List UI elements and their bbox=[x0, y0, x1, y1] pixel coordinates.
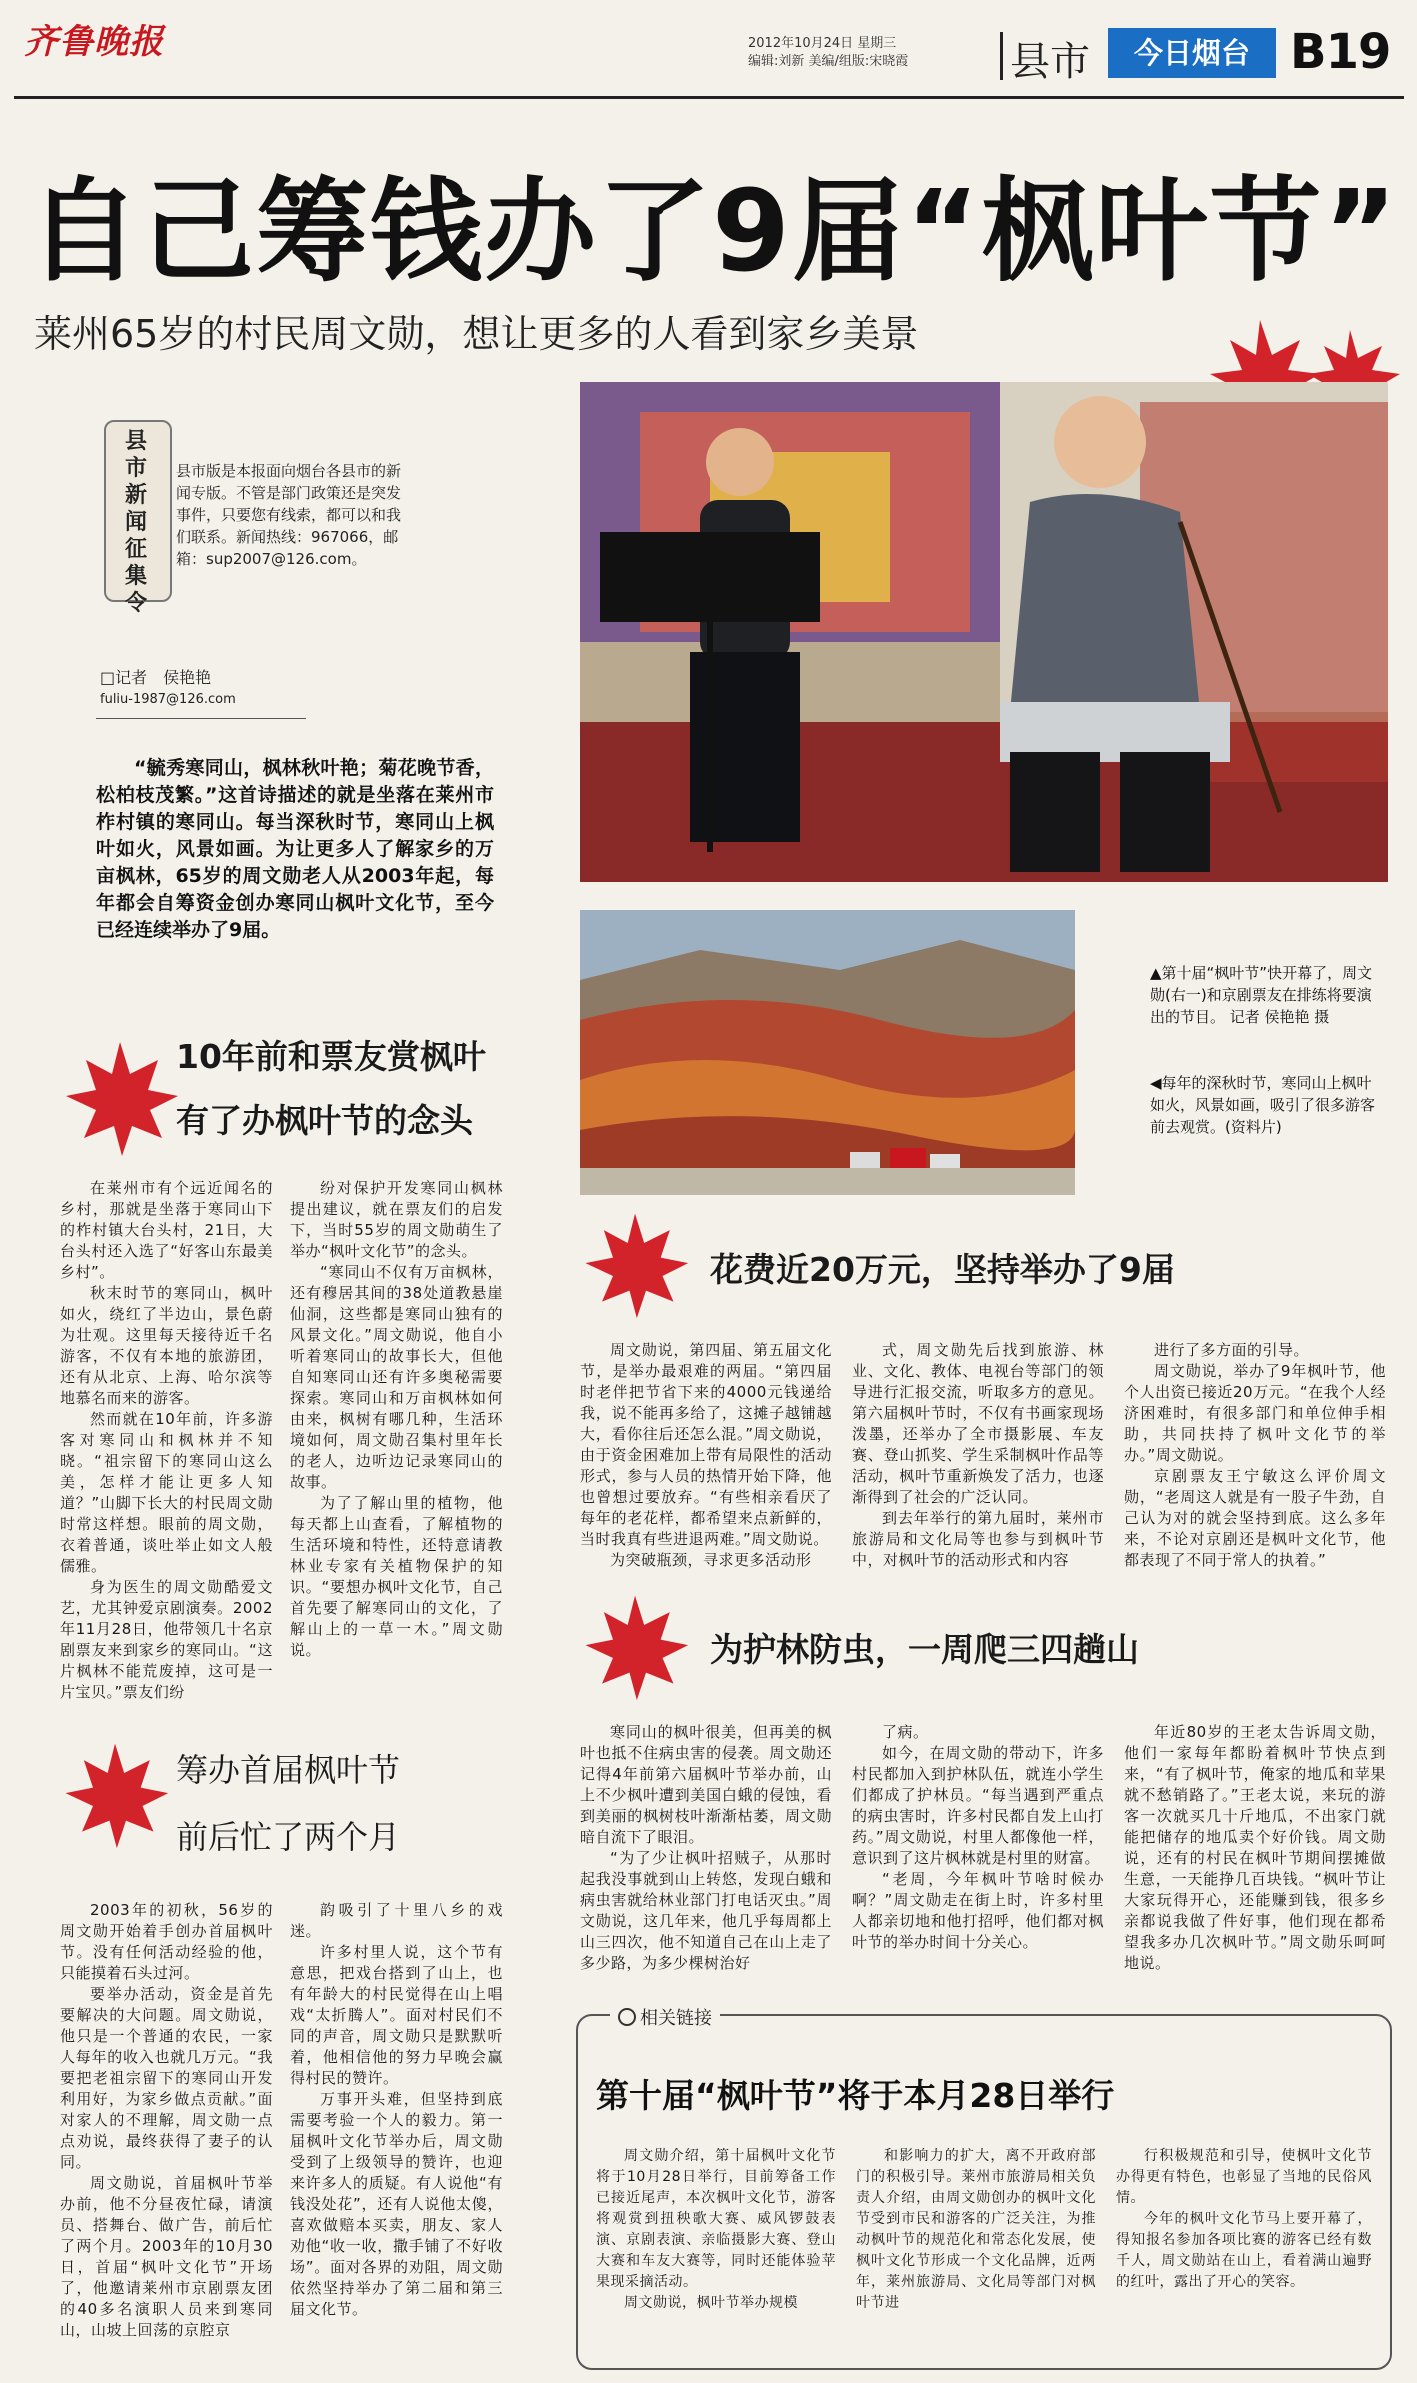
section1-col1: 在莱州市有个远近闻名的乡村，那就是坐落于寒同山下的柞村镇大台头村，21日，大台头村还入选了“好客山东最美乡村”。 秋末时节的寒同山，枫叶如火，绕红了半边山，景色蔚为壮观。这里每天接待近千名游客，不仅有本地的旅游团，还有从北京、上海、哈尔滨等地慕名而来的游客。 然而就在10年前，许多游客对寒同山和枫林并不知晓。“祖宗留下的寒同山这么美，怎样才能让更多人知道？”山脚下长大的村民周文勋时常这样想。眼前的周文勋，衣着普通，谈吐举止如文人般儒雅。 身为医生的周文勋酷爱文艺，尤其钟爱京剧演奏。2002年11月28日，他带领几十名京剧票友来到家乡的寒同山。“这片枫林不能荒废掉，这可是一片宝贝。”票友们纷 bbox=[60, 1179, 273, 1701]
photo-caption-top: ▲第十届“枫叶节”快开幕了，周文勋(右一)和京剧票友在排练将要演出的节目。 记者 侯艳艳 摄 bbox=[1150, 964, 1373, 1026]
section3-col1: 周文勋说，第四届、第五届文化节，是举办最艰难的两届。“第四届时老伴把节省下来的4000元钱递给我，说不能再多给了，这摊子越铺越大，看你往后还怎么混。”周文勋说，由于资金困难加上带有局限性的活动形式，参与人员的热情开始下降，他也曾想过要放弃。“有些相亲看厌了每年的老花样，都希望来点新鲜的，当时我真有些进退两难。”周文勋说。 为突破瓶颈，寻求更多活动形 bbox=[580, 1341, 832, 1569]
section-heading-2b: 前后忙了两个月 bbox=[176, 1818, 401, 1856]
intro-paragraph: “毓秀寒同山，枫林秋叶艳；菊花晚节香，松柏枝茂繁。”这首诗描述的就是坐落在莱州市柞村镇的寒同山。每当深秋时节，寒同山上枫叶如火，风景如画。为让更多人了解家乡的万亩枫林，65岁的周文勋老人从2003年起，每年都会自筹资金创办寒同山枫叶文化节，至今已经连续举办了9届。 bbox=[96, 757, 494, 941]
byline-rule bbox=[96, 718, 306, 719]
related-col3: 行积极规范和引导，使枫叶文化节办得更有特色，也彰显了当地的民俗风情。 今年的枫叶文化节马上要开幕了，得知报名参加各项比赛的游客已经有数千人，周文勋站在山上，看着满山遍野的红叶，露出了开心的笑容。 bbox=[1116, 2148, 1372, 2290]
related-col2: 和影响力的扩大，离不开政府部门的积极引导。莱州市旅游局相关负责人介绍，由周文勋创办的枫叶文化节受到市民和游客的广泛关注，为推动枫叶节的规范化和常态化发展，使枫叶文化节形成一个文化品牌，近两年，莱州旅游局、文化局等部门对枫叶节进 bbox=[856, 2148, 1096, 2311]
header-rule bbox=[14, 96, 1404, 99]
maple-forest-photo bbox=[580, 910, 1075, 1195]
section4-col3: 年近80岁的王老太告诉周文勋，他们一家每年都盼着枫叶节快点到来，“有了枫叶节，俺家的地瓜和苹果就不愁销路了。”王老太说，来玩的游客一次就买几十斤地瓜，不出家门就能把储存的地瓜卖个好价钱。周文勋说，还有的村民在枫叶节期间摆摊做生意，一天能挣几百块钱。“枫叶节让大家玩得开心，还能赚到钱，很多乡亲都说我做了件好事，他们现在都希望我多办几次枫叶节。”周文勋乐呵呵地说。 bbox=[1124, 1723, 1386, 1972]
news-call-text: 县市版是本报面向烟台各县市的新闻专版。不管是部门政策还是突发事件，只要您有线索，都可以和我们联系。新闻热线：967066，邮箱：sup2007@126.com。 bbox=[176, 462, 402, 568]
masthead-logo: 齐鲁晚报 bbox=[24, 22, 164, 62]
maple-leaf-icon bbox=[580, 1210, 690, 1320]
issue-date: 2012年10月24日 星期三 bbox=[748, 36, 897, 51]
section4-col2: 了病。 如今，在周文勋的带动下，许多村民都加入到护林队伍，就连小学生们都成了护林员。“每当遇到严重点的病虫害时，许多村民都自发上山打药。”周文勋说，村里人都像他一样，意识到了这片枫林就是村里的财富。 “老周，今年枫叶节啥时候办啊？”周文勋走在街上时，许多村里人都亲切地和他打招呼，他们都对枫叶节的举办时间十分关心。 bbox=[852, 1723, 1104, 1951]
photo-caption-bottom: ◀每年的深秋时节，寒同山上枫叶如火，风景如画，吸引了很多游客前去观赏。(资料片) bbox=[1150, 1074, 1376, 1136]
page-subtitle: 莱州65岁的村民周文勋，想让更多的人看到家乡美景 bbox=[34, 312, 919, 356]
reporter-byline: □记者 侯艳艳 bbox=[100, 668, 212, 687]
related-col1: 周文勋介绍，第十届枫叶文化节将于10月28日举行，目前筹备工作已接近尾声，本次枫叶文化节，游客将观赏到扭秧歌大赛、威风锣鼓表演、京剧表演、亲临摄影大赛、登山大赛和车友大赛等，同时还能体验苹果现采摘活动。 周文勋说，枫叶节举办规模 bbox=[596, 2148, 836, 2311]
page-title: 自己筹钱办了9届“枫叶节” bbox=[28, 167, 1400, 297]
section3-col2: 式，周文勋先后找到旅游、林业、文化、教体、电视台等部门的领导进行汇报交流，听取多方的意见。第六届枫叶节时，不仅有书画家现场泼墨，还举办了全市摄影展、车友赛、登山抓奖、学生采制枫叶作品等活动，枫叶节重新焕发了活力，也逐渐得到了社会的广泛认同。 到去年举行的第九届时，莱州市旅游局和文化局等也参与到枫叶节中，对枫叶节的活动形式和内容 bbox=[852, 1341, 1104, 1569]
editor-credits: 编辑:刘新 美编/组版:宋晓霞 bbox=[748, 54, 909, 69]
related-title: 第十届“枫叶节”将于本月28日举行 bbox=[596, 2076, 1115, 2115]
page-number: B19 bbox=[1290, 24, 1391, 80]
news-call-badge-text: 县市新闻征集令 bbox=[124, 429, 147, 616]
maple-leaf-icon bbox=[60, 1038, 180, 1158]
maple-leaf-icon bbox=[60, 1740, 170, 1850]
section1-col2: 纷对保护开发寒同山枫林提出建议，就在票友们的启发下，当时55岁的周文勋萌生了举办“枫叶文化节”的念头。 “寒同山不仅有万亩枫林，还有穆居其间的38处道教悬崖仙洞，这些都是寒同山独有的风景文化。”周文勋说，他自小听着寒同山的故事长大，但他自知寒同山还有许多奥秘需要探索。寒同山和万亩枫林如何由来，枫树有哪几种，生活环境如何，周文勋召集村里年长的老人，边听边记录寒同山的故事。 为了了解山里的植物，他每天都上山查看，了解植物的生活环境和特性，还特意请教林业专家有关植物保护的知识。“要想办枫叶文化节，自己首先要了解寒同山的文化，了解山上的一草一木。”周文勋说。 bbox=[290, 1179, 503, 1659]
section-heading-1a: 10年前和票友赏枫叶 bbox=[176, 1037, 486, 1076]
section2-col2: 韵吸引了十里八乡的戏迷。 许多村里人说，这个节有意思，把戏台搭到了山上，也有年龄大的村民觉得在山上唱戏“太折腾人”。面对村民们不同的声音，周文勋只是默默听着，他相信他的努力早晚会赢得村民的赞许。 万事开头难，但坚持到底需要考验一个人的毅力。第一届枫叶文化节举办后，周文勋受到了上级领导的赞许，也迎来许多人的质疑。有人说他“有钱没处花”，还有人说他太傻，喜欢做赔本买卖，朋友、家人劝他“收一收，撒手铺了不好收场”。面对各界的劝阻，周文勋依然坚持举办了第二届和第三届文化节。 bbox=[290, 1901, 503, 2318]
reporter-email: fuliu-1987@126.com bbox=[100, 692, 236, 707]
section4-col1: 寒同山的枫叶很美，但再美的枫叶也抵不住病虫害的侵袭。周文勋还记得4年前第六届枫叶节举办前，山上不少枫叶遭到美国白蛾的侵蚀，看到美丽的枫树枝叶渐渐枯萎，周文勋暗自流下了眼泪。 “为了少让枫叶招贼子，从那时起我没事就到山上转悠，发现白蛾和病虫害就给林业部门打电话灭虫。”周文勋说，这几年来，他几乎每周都上山三四次，他不知道自己在山上走了多少路，为多少棵树治好 bbox=[580, 1723, 832, 1972]
section-tag: 今日烟台 bbox=[1108, 28, 1276, 78]
link-icon bbox=[618, 2008, 636, 2026]
section2-col1: 2003年的初秋，56岁的周文勋开始着手创办首届枫叶节。没有任何活动经验的他，只能摸着石头过河。 要举办活动，资金是首先要解决的大问题。周文勋说，他只是一个普通的农民，一家人每年的收入也就几万元。“我要把老祖宗留下的寒同山开发利用好，为家乡做点贡献。”面对家人的不理解，周文勋一点点劝说，最终获得了妻子的认同。 周文勋说，首届枫叶节举办前，他不分昼夜忙碌，请演员、搭舞台、做广告，前后忙了两个月。2003年的10月30日，首届“枫叶文化节”开场了，他邀请莱州市京剧票友团的40多名演职人员来到寒同山，山坡上回荡的京腔京 bbox=[60, 1901, 273, 2339]
section-name: 县市 bbox=[1010, 39, 1090, 85]
rehearsal-photo bbox=[580, 382, 1388, 882]
header-divider bbox=[1000, 32, 1003, 80]
related-label: 相关链接 bbox=[610, 2004, 720, 2030]
section-heading-1b: 有了办枫叶节的念头 bbox=[176, 1101, 473, 1140]
section-heading-4: 为护林防虫，一周爬三四趟山 bbox=[710, 1630, 1139, 1669]
section-heading-3: 花费近20万元，坚持举办了9届 bbox=[710, 1250, 1175, 1289]
section3-col3: 进行了多方面的引导。 周文勋说，举办了9年枫叶节，他个人出资已接近20万元。“在我个人经济困难时，有很多部门和单位伸手相助，共同扶持了枫叶文化节的举办。”周文勋说。 京剧票友王宁敏这么评价周文勋，“老周这人就是有一股子牛劲，自己认为对的就会坚持到底。这么多年来，不论对京剧还是枫叶文化节，他都表现了不同于常人的执着。” bbox=[1124, 1341, 1386, 1569]
maple-leaf-icon bbox=[580, 1592, 690, 1702]
section-heading-2a: 筹办首届枫叶节 bbox=[176, 1751, 401, 1789]
